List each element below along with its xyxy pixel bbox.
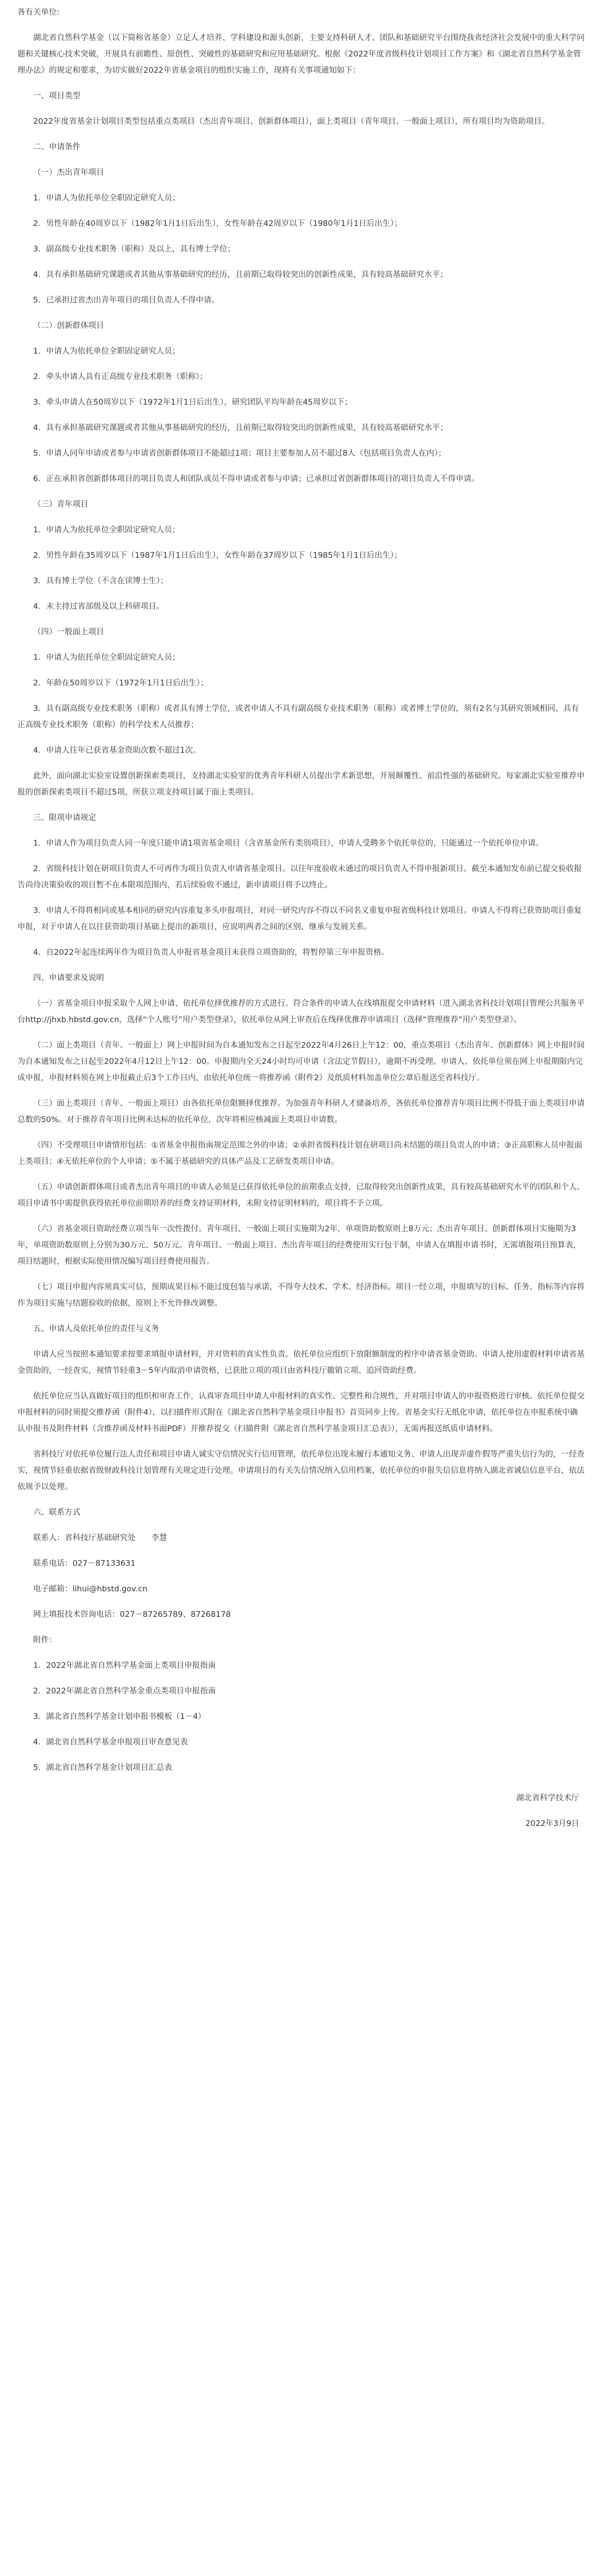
paragraph-item: 3．副高级专业技术职务（职称）及以上，具有博士学位； bbox=[33, 245, 235, 254]
paragraph-item: 4．具有承担基础研究课题或者其他从事基础研究的经历，且前期已取得较突出的创新性成果，具有较高基础研究水平； bbox=[33, 424, 448, 432]
paragraph-body: （三）面上类项目（青年、一般面上项目）由各依托单位限额择优推荐。为加强青年科研人才储备培养，各依托单位推荐青年项目比例不得低于面上类项目申请总数的50%。对于推荐青年项目比例未达标的依托单位，次年将相应核减面上类项目申请数。 bbox=[17, 1099, 585, 1124]
paragraph-heading: 四、申请要求及说明 bbox=[33, 974, 104, 982]
paragraph-item: 1．申请人为依托单位全职固定研究人员； bbox=[33, 653, 180, 662]
paragraph-subheading: （二）创新群体项目 bbox=[33, 322, 104, 330]
paragraph-item: 2．牵头申请人具有正高级专业技术职务（职称）； bbox=[33, 373, 208, 381]
paragraph-contact: 电子邮箱：lihui@hbstd.gov.cn bbox=[33, 1585, 148, 1594]
paragraph-body: （七）项目申报内容须真实可信，预期成果目标不能过度包装与承诺，不得夸大技术、学术、经济指标。项目一经立项，申报填写的目标、任务、指标等内容将作为项目实施与结题验收的依据，原则上不允许修改调整。 bbox=[17, 1283, 585, 1308]
paragraph-body: （一）省基金项目申报采取个人网上申请、依托单位择优推荐的方式进行。符合条件的申请人在线填报提交申请材料（进入湖北省科技计划项目管理公共服务平台http://jhxb.hbstd.gov.cn，选择“个人账号”用户类型登录），依托单位从网上审查后在线择优推荐申请项目（选择“管理推荐”用户类型登录）。 bbox=[17, 999, 585, 1024]
paragraph-heading: 一、项目类型 bbox=[33, 92, 80, 100]
paragraph-body: （四）不受理项目申请情形包括：①省基金申报指南规定范围之外的申请；②承担省级科技计划在研项目尚未结题的项目负责人的申请；③正高职称人员申报面上类项目；④无依托单位的个人申请；⑤不属于基础研究的具体产品及工艺研发类项目申请。 bbox=[17, 1141, 582, 1166]
paragraph-signature: 湖北省科学技术厅 bbox=[516, 1794, 579, 1803]
paragraph-item: 4．自2022年起连续两年作为项目负责人申报省基金项目未获得立项资助的，将暂停第三年申报资格。 bbox=[33, 948, 390, 957]
paragraph-body: 此外，面向湖北实验室设置创新探索类项目，支持湖北实验室的优秀青年科研人员提出学术新思想，开展颠覆性、前沿性强的基础研究。每家湖北实验室推荐申报的创新探索类项目不超过5项，所获立项支持项目属于面上类项目。 bbox=[17, 772, 585, 797]
paragraph-item: 2．省级科技计划在研项目负责人不可再作为项目负责人申请省基金项目。以往年度验收未通过的项目负责人不得申报新项目。截至本通知发布前已提交验收报告尚待决策验收的项目暂不在本限项范围内，若后续验收不通过，新申请项目将予以终止。 bbox=[17, 865, 582, 890]
paragraph-item: 4．申请人往年已获省基金资助次数不超过1次。 bbox=[33, 746, 201, 755]
paragraph-attachment: 2．2022年湖北省自然科学基金重点类项目申报指南 bbox=[33, 1687, 216, 1696]
paragraph-body: 依托单位应当认真做好项目的组织和审查工作，认真审查项目申请人申报材料的真实性、完整性和合规性，并对项目申请人的申报资格进行审核。依托单位提交申报材料的同时须提交推荐函（附件4），以扫描件形式附在《湖北省自然科学基金项目申报书》首页同步上传。省基金实行无纸化申请，依托单位在申报系统中确认申报书及附件材料（含推荐函及材料书面PDF）并推荐提交（扫描件附《湖北省自然科学基金项目汇总表》），无需再报送纸质申请材料。 bbox=[17, 1392, 585, 1433]
paragraph-item: 3．申请人不得将相同或基本相同的研究内容重复多头申报项目，对同一研究内容不得以不同名义重复申报省级科技计划项目。申请人不得将已获资助项目重复申报，对于申请人在以往获资助项目基础上提出的新项目，应说明两者之间的区别、继承与发展关系。 bbox=[17, 906, 582, 931]
paragraph-item: 5．已承担过省杰出青年项目的项目负责人不得申请。 bbox=[33, 296, 220, 305]
paragraph-item: 3．具有副高级专业技术职务（职称）或者具有博士学位，或者申请人不具有副高级专业技术职务（职称）或者博士学位的，须有2名与其研究领域相同、具有正高级专业技术职务（职称）的科学技术人员推荐； bbox=[17, 704, 579, 729]
paragraph-heading: 五、申请人及依托单位的责任与义务 bbox=[33, 1325, 159, 1333]
paragraph-attachment: 5．湖北省自然科学基金计划项目汇总表 bbox=[33, 1763, 172, 1772]
paragraph-heading: 三、限项申请规定 bbox=[33, 814, 96, 822]
paragraph-body: 申请人应当按照本通知要求按要求填报申请材料，并对资料的真实性负责。依托单位应组织下放限额制度的程序申请省基金资助。申请人使用虚假材料申请省基金资助的，一经查实，视情节轻重3－5年内取消申请资格，已获批立项的项目由省科技厅撤销立项、追回资助经费。 bbox=[17, 1350, 585, 1375]
paragraph-heading: 附件： bbox=[33, 1636, 57, 1645]
paragraph-item: 1．申请人为依托单位全职固定研究人员； bbox=[33, 347, 180, 356]
paragraph-item: 1．申请人为依托单位全职固定研究人员； bbox=[33, 194, 180, 203]
paragraph-item: 2．男性年龄在40周岁以下（1982年1月1日后出生），女性年龄在42周岁以下（1980年1月1日后出生）； bbox=[33, 219, 402, 228]
paragraph-heading: 六、联系方式 bbox=[33, 1508, 80, 1517]
paragraph-body: （六）省基金项目资助经费立项当年一次性拨付。青年项目、一般面上项目实施期为2年，单项资助数原则上8万元；杰出青年项目、创新群体项目实施期为3年，单项资助数原则上分别为30万元、50万元。青年项目、一般面上项目、杰出青年项目的经费使用实行包干制，申请人在填报申请书时，无需填报项目预算表，项目结题时，根据实际使用情况编写项目经费使用报告。 bbox=[17, 1225, 581, 1266]
paragraph-greeting: 各有关单位: bbox=[17, 8, 60, 17]
paragraph-body: 湖北省自然科学基金（以下简称省基金）立足人才培养、学科建设和源头创新，主要支持科研人才、团队和基础研究平台围绕我省经济社会发展中的重大科学问题和关键核心技术突破，开展具有前瞻性、原创性、突破性的基础研究和应用基础研究。根据《2022年度省级科技计划项目工作方案》和《湖北省自然科学基金管理办法》的规定和要求，为切实做好2022年省基金项目的组织实施工作，现将有关事项通知如下： bbox=[17, 34, 585, 75]
paragraph-item: 2．男性年龄在35周岁以下（1987年1月1日后出生），女性年龄在37周岁以下（1985年1月1日后出生）； bbox=[33, 551, 402, 560]
paragraph-body: 2022年度省基金计划项目类型包括重点类项目（杰出青年项目、创新群体项目），面上类项目（青年项目、一般面上项目），所有项目均为资助项目。 bbox=[33, 117, 550, 126]
paragraph-item: 2．年龄在50周岁以下（1972年1月1日后出生）； bbox=[33, 679, 209, 688]
paragraph-date: 2022年3月9日 bbox=[525, 1819, 579, 1828]
paragraph-contact: 联系人：省科技厅基础研究处 李慧 bbox=[33, 1534, 167, 1542]
paragraph-heading: 二、申请条件 bbox=[33, 143, 80, 152]
paragraph-item: 4．具有承担基础研究课题或者其他从事基础研究的经历，且前期已取得较突出的创新性成果，具有较高基础研究水平； bbox=[33, 270, 448, 279]
paragraph-item: 4．未主持过省部级及以上科研项目。 bbox=[33, 602, 165, 611]
paragraph-body: （五）申请创新群体项目或者杰出青年项目的申请人必须是已获得依托单位的前期重点支持，已取得较突出创新性成果，具有较高基础研究水平的团队和个人。项目申请书中需提供获得依托单位前期培养的经费支持证明材料，未附支持证明材料的，项目将不予立项。 bbox=[17, 1183, 585, 1208]
paragraph-item: 5．申请人同年申请或者参与申请省创新群体项目不能超过1项；项目主要参加人员不超过8人（包括项目负责人在内）； bbox=[33, 449, 446, 458]
paragraph-attachment: 4．湖北省自然科学基金申报项目审查意见表 bbox=[33, 1738, 188, 1747]
paragraph-subheading: （四）一般面上项目 bbox=[33, 628, 104, 637]
paragraph-item: 3．牵头申请人在50周岁以下（1972年1月1日后出生），研究团队平均年龄在45周岁以下； bbox=[33, 398, 353, 407]
paragraph-contact: 网上填报技术咨询电话：027－87265789、87268178 bbox=[33, 1610, 231, 1619]
paragraph-subheading: （三）青年项目 bbox=[33, 500, 89, 509]
paragraph-item: 6．正在承担省创新群体项目的项目负责人和团队成员不得申请或者参与申请；已承担过省创新群体项目的项目负责人不得申请。 bbox=[33, 475, 480, 483]
paragraph-item: 1．申请人作为项目负责人同一年度只能申请1项省基金项目（含省基金所有类别项目），申请人受聘多个依托单位的，只能通过一个依托单位申请。 bbox=[33, 839, 544, 848]
notice-body bbox=[17, 4, 585, 1832]
paragraph-attachment: 1．2022年湖北省自然科学基金面上类项目申报指南 bbox=[33, 1661, 216, 1670]
paragraph-attachment: 3．湖北省自然科学基金计划申报书模板（1－4） bbox=[33, 1712, 206, 1721]
paragraph-body: （二）面上类项目（青年、一般面上）网上申报时间为自本通知发布之日起至2022年4月26日上午12：00，重点类项目（杰出青年、创新群体）网上申报时间为自本通知发布之日起至2022年4月12日上午12：00。申报期内全天24小时均可申请（含法定节假日），逾期不再受理。申请人、依托单位须在网上申报期限内完成申报，申报材料须在网上申报截止后3个工作日内，由依托单位统一将推荐函（附件2）及纸质材料加盖单位公章后报送至省科技厅。 bbox=[17, 1041, 585, 1082]
paragraph-body: 省科技厅对依托单位履行法人责任和项目申请人诚实守信情况实行信用管理，依托单位出现未履行本通知义务、申请人出现弄虚作假等严重失信行为的，一经查实，视情节轻重依据省级财政科技计划管理有关规定进行处理。申请项目的有关失信情况纳入信用档案，依托单位的申报失信信息将纳入湖北省诚信信息平台，依法依规予以处理。 bbox=[17, 1450, 585, 1491]
paragraph-subheading: （一）杰出青年项目 bbox=[33, 168, 104, 177]
paragraph-item: 3．具有博士学位（不含在读博士生）； bbox=[33, 577, 168, 585]
paragraph-item: 1．申请人为依托单位全职固定研究人员； bbox=[33, 526, 180, 534]
paragraph-contact: 联系电话：027－87133631 bbox=[33, 1559, 136, 1568]
